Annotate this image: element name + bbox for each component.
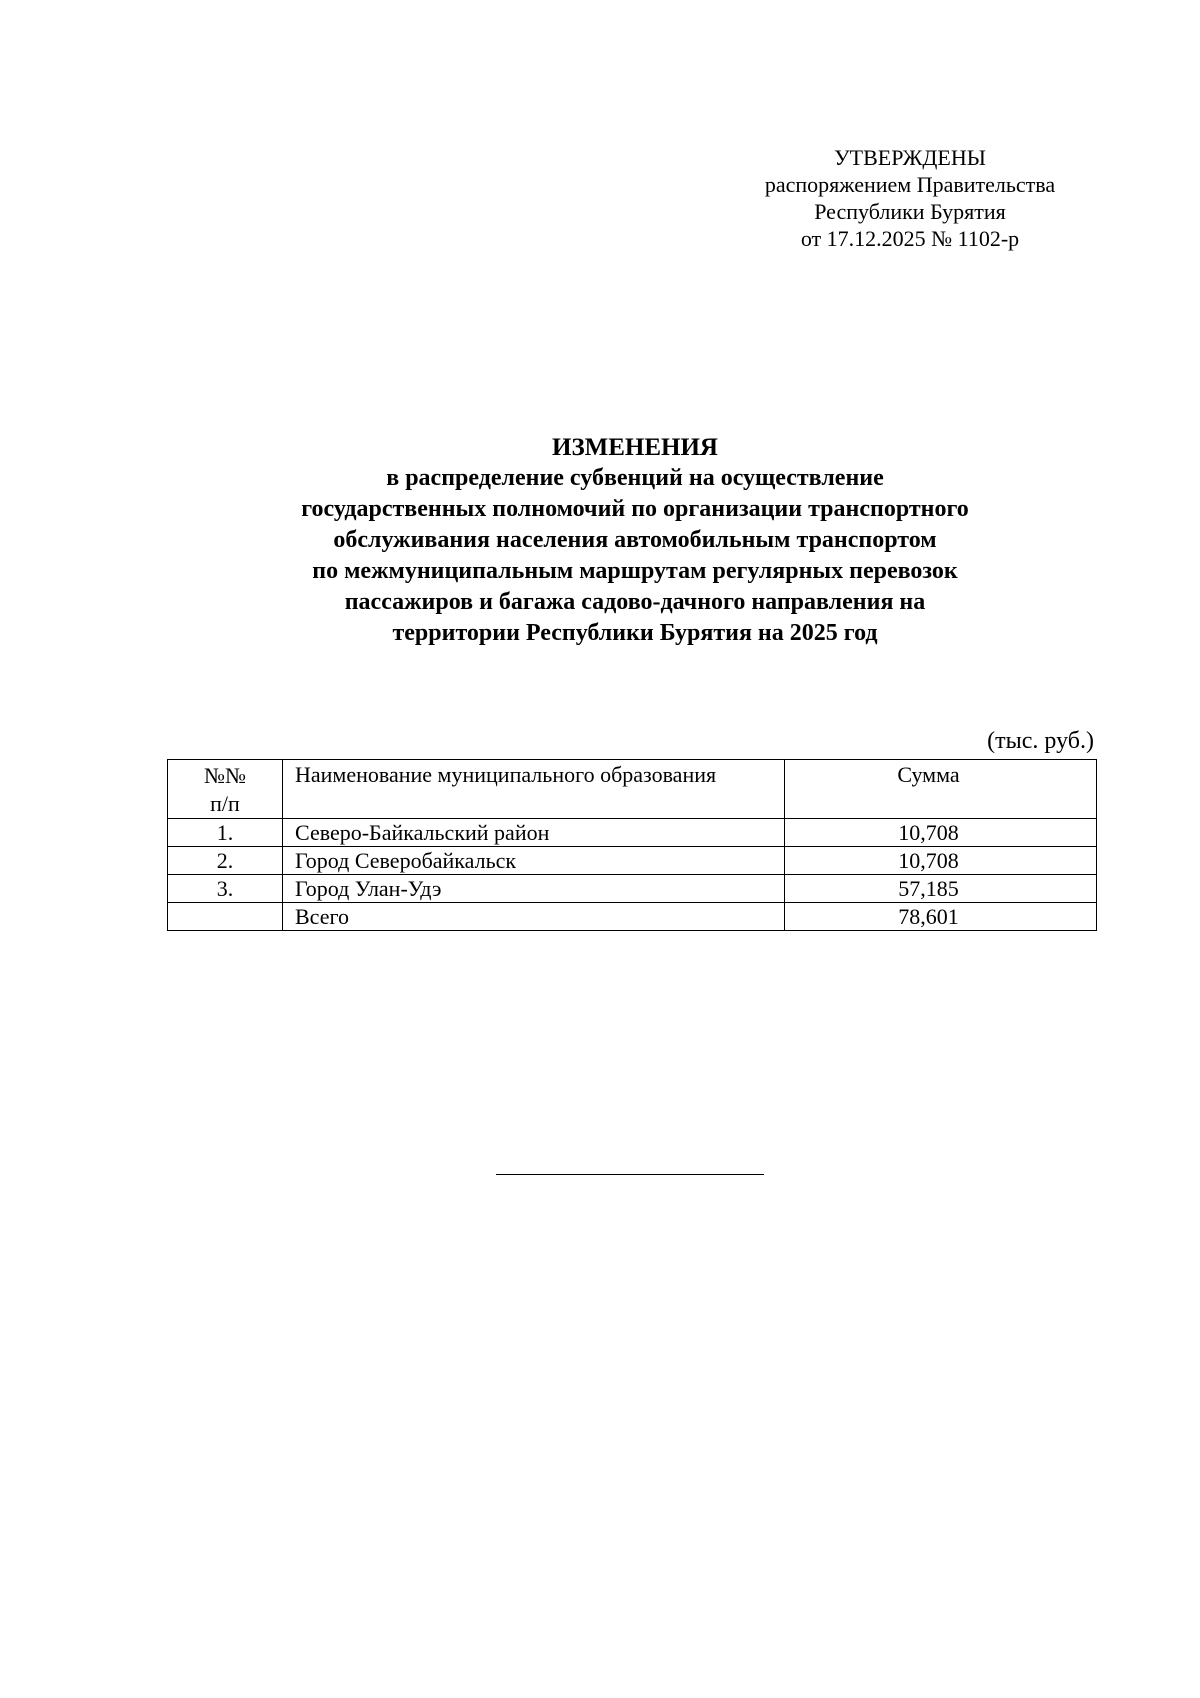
title-main: ИЗМЕНЕНИЯ (552, 434, 718, 461)
header-name: Наименование муниципального образования (283, 760, 785, 819)
table-total-row (168, 903, 1097, 931)
title-line: по межмуниципальным маршрутам регулярных перевозок (312, 558, 958, 584)
table-row (168, 847, 1097, 875)
table-row (168, 875, 1097, 903)
title-line: пассажиров и багажа садово-дачного направления на (344, 589, 926, 615)
row-number: 1. (168, 819, 283, 847)
row-name: Город Северобайкальск (283, 847, 785, 875)
approval-authority: распоряжением Правительства (764, 172, 1056, 197)
row-number: 2. (168, 847, 283, 875)
approval-date-number: от 17.12.2025 № 1102-р (800, 226, 1020, 251)
allocation-table (167, 759, 1097, 931)
row-sum: 10,708 (785, 847, 1097, 875)
row-sum: 57,185 (785, 875, 1097, 903)
document-title (160, 432, 1110, 649)
row-sum: 10,708 (785, 819, 1097, 847)
unit-label: (тыс. руб.) (987, 728, 1094, 754)
approval-heading: УТВЕРЖДЕНЫ (834, 145, 986, 170)
header-sum: Сумма (785, 760, 1097, 819)
title-line: территории Республики Бурятия на 2025 год (392, 620, 878, 646)
total-sum: 78,601 (785, 903, 1097, 931)
total-label: Всего (283, 903, 785, 931)
title-line: государственных полномочий по организации транспортного (301, 496, 969, 522)
table-row (168, 819, 1097, 847)
title-line: в распределение субвенций на осуществление (386, 465, 884, 491)
approval-region: Республики Бурятия (814, 199, 1006, 224)
row-number: 3. (168, 875, 283, 903)
header-number (168, 760, 283, 819)
approval-stamp (740, 144, 1080, 252)
end-divider (496, 1174, 764, 1175)
table-header-row (168, 760, 1097, 819)
title-line: обслуживания населения автомобильным транспортом (333, 527, 937, 553)
header-number-line1: №№ (204, 763, 246, 788)
row-name: Город Улан-Удэ (283, 875, 785, 903)
header-number-line2: п/п (210, 791, 240, 816)
row-number (168, 903, 283, 931)
row-name: Северо-Байкальский район (283, 819, 785, 847)
